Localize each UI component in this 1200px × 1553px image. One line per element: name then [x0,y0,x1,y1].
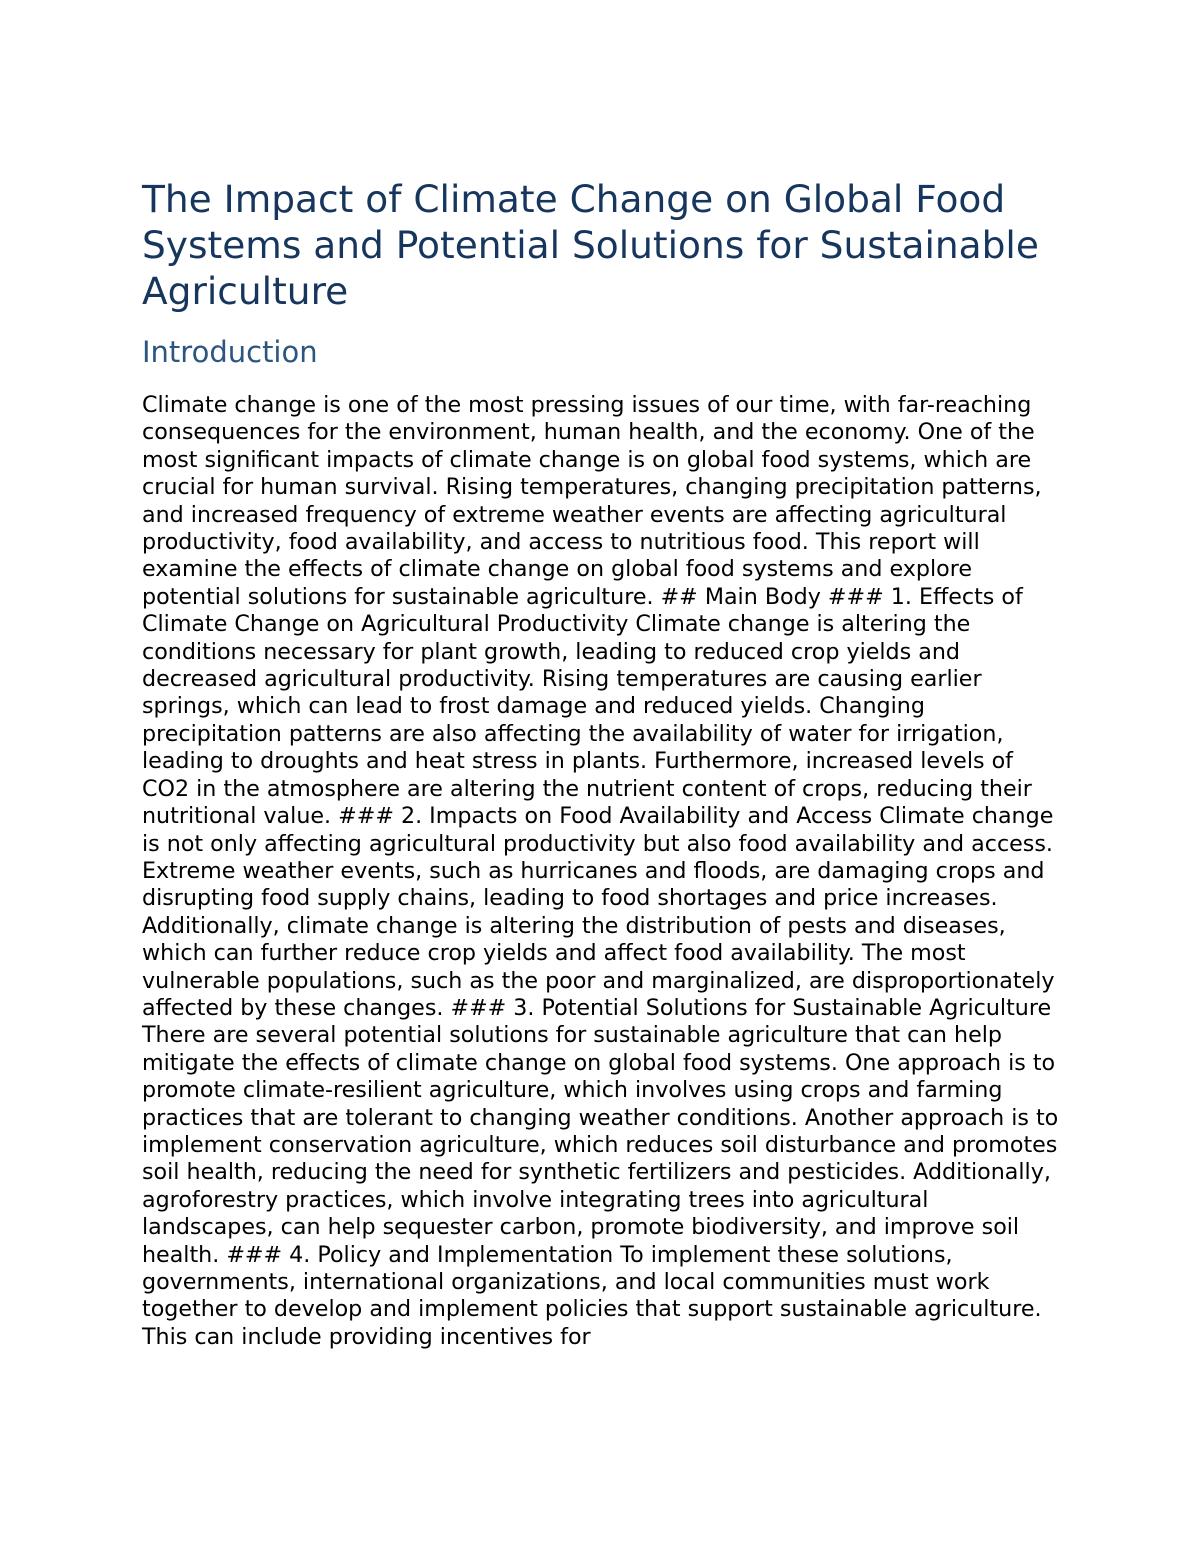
section-heading-introduction: Introduction [142,335,318,369]
body-paragraph: Climate change is one of the most pressing issues of our time, with far-reaching consequences for the environment, human health, and the economy. One of the most significant impacts of climate change is on global food systems, which are crucial for human survival. Rising temperatures, changing precipitation patterns, and increased frequency of extreme weather events are affecting agricultural productivity, food availability, and access to nutritious food. This report will examine the effects of climate change on global food systems and explore potential solutions for sustainable agriculture. ## Main Body ### 1. Effects of Climate Change on Agricultural Productivity Climate change is altering the conditions necessary for plant growth, leading to reduced crop yields and decreased agricultural productivity. Rising temperatures are causing earlier springs, which can lead to frost damage and reduced yields. Changing precipitation patterns are also affecting the availability of water for irrigation, leading to droughts and heat stress in plants. Furthermore, increased levels of CO2 in the atmosphere are altering the nutrient content of crops, reducing their nutritional value. ### 2. Impacts on Food Availability and Access Climate change is not only affecting agricultural productivity but also food availability and access. Extreme weather events, such as hurricanes and floods, are damaging crops and disrupting food supply chains, leading to food shortages and price increases. Additionally, climate change is altering the distribution of pests and diseases, which can further reduce crop yields and affect food availability. The most vulnerable populations, such as the poor and marginalized, are disproportionately affected by these changes. ### 3. Potential Solutions for Sustainable Agriculture There are several potential solutions for sustainable agriculture that can help mitigate the effects of climate change on global food systems. One approach is to promote climate-resilient agriculture, which involves using crops and farming practices that are tolerant to changing weather conditions. Another approach is to implement conservation agriculture, which reduces soil disturbance and promotes soil health, reducing the need for synthetic fertilizers and pesticides. Additionally, agroforestry practices, which involve integrating trees into agricultural landscapes, can help sequester carbon, promote biodiversity, and improve soil health. ### 4. Policy and Implementation To implement these solutions, governments, international organizations, and local communities must work together to develop and implement policies that support sustainable agriculture. This can include providing incentives for [142,392,1059,1350]
document-content [142,176,1067,1351]
document-title: The Impact of Climate Change on Global Food Systems and Potential Solutions for Sustainable Agriculture [142,177,1039,313]
